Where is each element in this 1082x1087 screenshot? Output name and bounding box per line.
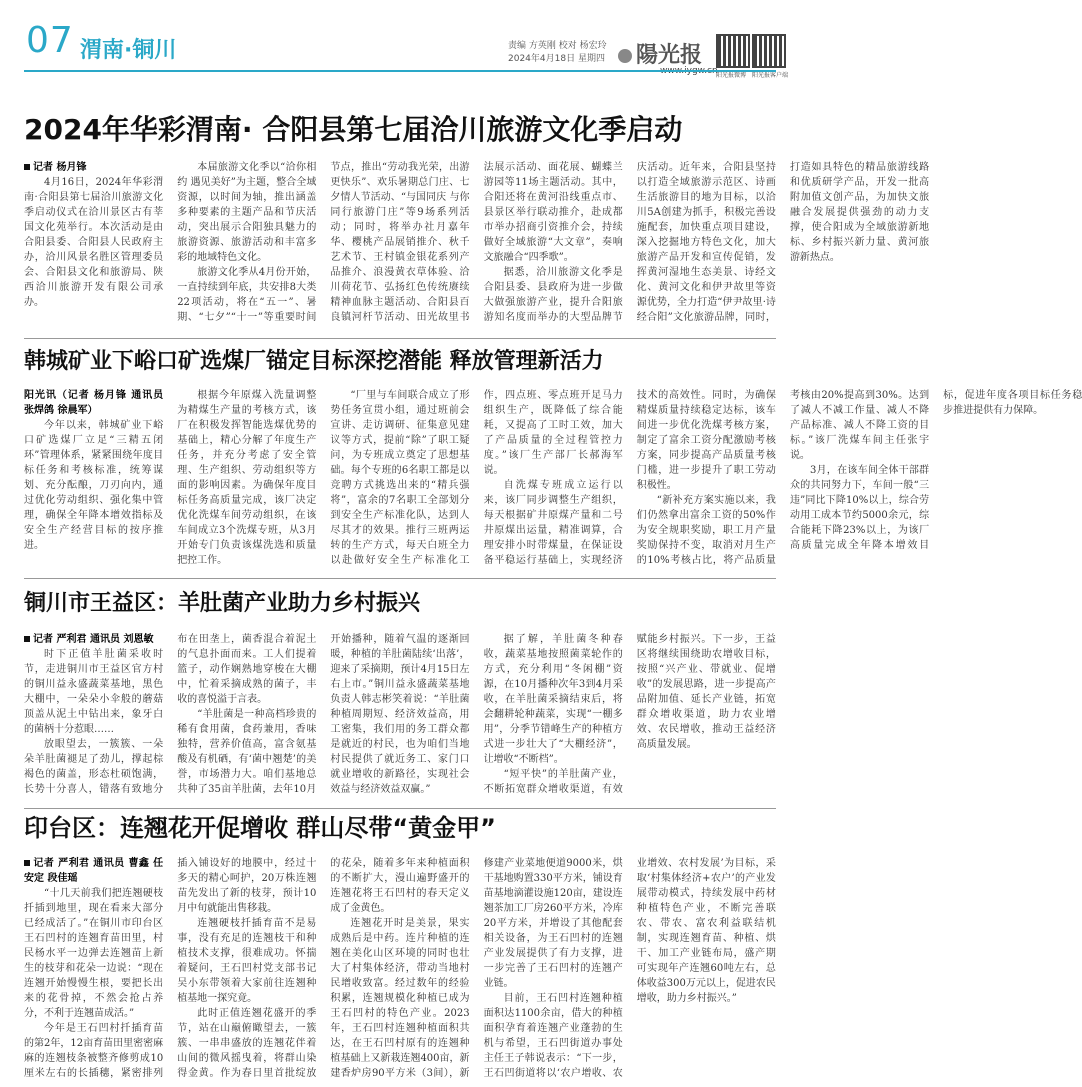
paragraph: 此时正值连翘花盛开的季节，站在山巅俯瞰望去，一簇簇、一串串盛放的连翘花伴着山间的微风摇曳着，将群山染得金黄。作为春日里首批绽放的花朵，随着多年来种植面积的不断扩大，漫山遍野盛开的连翘花将王石凹村的春天定义成了金黄色。	[177, 858, 470, 1079]
logo-text: 陽光报	[636, 42, 703, 68]
article-body	[24, 856, 776, 1082]
paragraph: 时下正值羊肚菌采收时节，走进铜川市王益区官方村的铜川益永盛蔬菜基地，黑色大棚中，一朵朵小伞般的蘑菇顶盖从泥土中钻出来，象牙白的菌柄十分惹眼……	[24, 649, 164, 735]
article-body	[24, 388, 1082, 570]
paragraph: “短平快”的羊肚菌产业，不断拓宽群众增收渠道，有效赋能乡村振兴。下一步，王益区将继续围绕助农增收目标，按照“兴产业、带就业、促增收”的发展思路，进一步提高产品附加值、延长产业链，拓宽群众增收渠道，助力农业增效、农民增收，推动王益经济高质量发展。	[483, 634, 776, 795]
article-headline: 铜川市王益区：羊肚菌产业助力乡村振兴	[24, 591, 421, 616]
edition-meta	[508, 40, 607, 66]
byline: 记者 严利君 通讯员 刘恩敏	[24, 632, 163, 647]
section-title: 渭南·铜川	[80, 38, 177, 63]
paragraph: 放眼望去，一簇簇、一朵朵羊肚菌褪足了劲儿，撑起棕褐色的菌盖，形态杜硕饱满，长势十分喜人，错落有致地分布在田垄上，菌香混合着泥土的气息扑面而来。工人们提着篮子，动作娴熟地穿梭在大棚中，忙着采摘成熟的菌子，丰收的喜悦溢于言表。	[24, 634, 317, 795]
logo-icon	[618, 49, 632, 63]
paragraph: 目前，王石凹村连翘种植面积达1100余亩，借大的种植面积孕育着连翘产业蓬勃的生机与希望，王石凹街道办事处主任王子韩说表示：“下一步，王石凹街道将以‘农户增收、农业增效、农村发展’为目标，采取‘村集体经济+农户’的产业发展带动模式，持续发展中药材种植特色产业，不断完善联农、带农、富农利益联结机制，实现连翘育苗、种植、烘干、加工产业链布局，盛产期可实现年产连翘60吨左右，总体收益300万元以上，促进农民增收，助力乡村振兴。”	[483, 858, 776, 1079]
paragraph: 连翘花开时是美景，果实成熟后是中药。连片种植的连翘在美化山区环境的同时也壮大了村集体经济，带动当地村民增收致富。经过数年的经验积累，连翘规模化种植已成为王石凹村的特色产业。2023年，王石凹村连翘种植面积共达，在王石凹村原有的连翘种植基础上又新栽连翘400亩，新建香炉房90平方米（3间），新修建产业菜地便道9000米，烘干基地购置330平方米，铺设育苗基地滴灌设施120亩，建设连翘茶加工厂房260平方米，冷库20平方米，并增设了其他配套相关设备，为王石凹村的连翘产业发展提供了有力支撑，进一步完善了王石凹村的连翘产业链。	[330, 858, 623, 1079]
qr-code-icon	[716, 34, 750, 68]
article-body	[24, 160, 930, 330]
paragraph: 自洗煤专班成立运行以来，该厂同步调整生产组织，每天根据矿井原煤产量和二号井原煤出运量，精准调算，合理安排小时带煤量，在保证设备平稳运行基础上，实现经济技术的高效性。同时，为确保精煤质量持续稳定达标，该车间进一步优化洗煤考核方案，制定了富余工资分配激励考核方案，同步提高产品质量考核门槛，进一步提升了职工劳动积极性。	[483, 390, 776, 566]
paragraph: 根据今年原煤入洗量调整为精煤生产量的考核方式，该厂在积极发挥智能选煤优势的基础上，精心分解了年度生产任务，并充分考虑了安全管理、生产组织、劳动组织等方面的影响因素。为确保年度目标任务高质量完成，该厂决定优化洗煤车间劳动组织，在该车间成立3个洗煤专班，从3月开始专门负责该煤洗选和质量把控工作。	[177, 390, 317, 566]
paragraph: 本届旅游文化季以“洽你相约 遇见美好”为主题，整合全域资源，以时间为轴，推出涵盖多种要素的主题产品和节庆活动，突出展示合阳独具魅力的旅游资源、旅游活动和丰富多彩的地域特色文化。	[177, 162, 317, 263]
article-body	[24, 632, 776, 802]
newspaper-logo	[618, 38, 702, 69]
paragraph: “羊肚菌是一种高档珍贵的稀有食用菌，食药兼用，香味独特，营养价值高，富含氨基酸及有机硒，有‘菌中翘楚’的美誉，市场潜力大。咱们基地总共种了35亩羊肚菌，去年10月开始播种，随着气温的逐渐回暖，种植的羊肚菌陆续‘出落’，迎来了采摘期，预计4月15日左右上市。”铜川益永盛蔬菜基地负责人韩志彬笑着说：“羊肚菌种植周期短、经济效益高，用工密集，我们用的务工群众都是就近的村民，也为咱们当地村民提供了就近务工、家门口就业增收的新路径，实现社会效益与经济效益双赢。”	[177, 634, 470, 795]
byline: 记者 严利君 通讯员 曹鑫 任安定 段佳瑶	[24, 858, 164, 884]
header-divider	[24, 70, 776, 72]
page-number: 07	[26, 20, 74, 61]
section-divider	[24, 338, 776, 339]
section-divider	[24, 578, 776, 579]
page-header	[0, 0, 800, 86]
byline: 阳光讯（记者 杨月锋 通讯员 张焊鸽 徐晨军）	[24, 390, 164, 416]
article-headline: 2024年华彩渭南· 合阳县第七届洽川旅游文化季启动	[24, 113, 683, 146]
paragraph: 今年以来，韩城矿业下峪口矿选煤厂立足“三精五闭环”管理体系，紧紧围绕年度目标任务和考核标准，统筹谋划、充分酝酿，刀刃向内，通过优化劳动组织、强化集中管理，确保全年降本增效指标及安全生产经营目标的按序推进。	[24, 420, 164, 551]
paragraph: 今年是王石凹村扦插育苗的第2年，12亩育苗田里密密麻麻的连翘枝条被整齐修剪成10厘米左右的长插穗，紧密排列插入铺设好的地膜中，经过十多天的精心呵护，20万株连翘苗先发出了新的枝芽，预计10月中旬就能出售移栽。	[24, 858, 317, 1079]
issue-date: 2024年4月18日 星期四	[508, 54, 605, 64]
qr-code-icon	[752, 34, 786, 68]
paragraph: “厂里与车间联合成立了形势任务宣贯小组，通过班前会宣讲、走访调研、征集意见建议等方式，提前“除”了职工疑问，为专班成立奠定了思想基础。每个专班的6名职工都是以竞聘方式挑选出来的“精兵强将”，富余的7名职工全部划分到安全生产标准化队，达到人尽其才的效果。推行三班两运转的生产方式，每天白班全力以赴做好安全生产标准化工作，四点班、零点班开足马力组织生产，既降低了综合能耗，又提高了工时工效，加大了产品质量的全过程管控力度。”该厂生产部厂长郝海军说。	[330, 390, 623, 566]
qr-label: 阳光报微博	[716, 72, 747, 79]
paragraph: 旅游文化季从4月份开始，一直持续到年底，共安排8大类22项活动，将在“五一”、暑期、“七夕”“十一”等重要时间节点，推出“劳动我光荣，出游更快乐”、欢乐暑期总门庄、七夕情人节活动、“与国同庆 与你同行旅游门庄”等9场系列活动；同时，将举办社月嘉年华、樱桃产品展销推介、秋千艺术节、王村镇金银花系列产品推介、浪漫黄衣草体验、洽川荷花节、弘扬红色传统赓续精神血脉主题活动、合阳县百良镇河杆节活动、田光故里书法展示活动、面花展、蝴蝶兰游园等11场主题活动。其中，合阳还将在黄河沿线重点市、县景区举行联动推介，赴成都市举办招商引资推介会，持续做好全域旅游“大文章”，奏响文旅融合“四季歌”。	[177, 162, 623, 323]
paragraph: 据了解，羊肚菌冬种春收，蔬菜基地按照菌菜轮作的方式，充分利用“冬闲棚”资源，在10月播种次年3到4月采收，在羊肚菌采摘结束后，将会翻耕轮种蔬菜，实现“一棚多用”，分季节错峰生产的种植方式进一步壮大了“大棚经济”，让增收“不断档”。	[483, 634, 623, 765]
paragraph: 连翘硬枝扦插育苗不是易事，没有充足的连翘枝干和种植技术支撑，很难成功。怀揣着疑问，王石凹村党支部书记吴小东带领着大家前往连翘种植基地一探究竟。	[177, 918, 317, 1004]
article-headline: 韩城矿业下峪口矿选煤厂锚定目标深挖潜能 释放管理新活力	[24, 349, 604, 374]
qr-label: 阳光报客户端	[752, 72, 789, 79]
paragraph: 4月16日，2024年华彩渭南·合阳县第七届洽川旅游文化季启动仪式在洽川景区古有莘国文化苑举行。本次活动是由合阳县委、合阳县人民政府主办，洽川风景名胜区管理委员会、合阳县文化和旅游局、陕西洽川旅游开发有限公司承办。	[24, 177, 164, 308]
paragraph: 3月，在该车间全体干部群众的共同努力下，车间一般“三违”同比下降10%以上，综合劳动用工成本节约5000余元，综合能耗下降23%以上，为该厂高质量完成全年降本增效目标，促进年度各项目标任务稳步推进提供有力保障。	[789, 390, 1082, 551]
article-headline: 印台区：连翘花开促增收 群山尽带“黄金甲”	[24, 814, 496, 842]
paragraph: 据悉，洽川旅游文化季是合阳县委、县政府为进一步做大做强旅游产业，提升合阳旅游知名度而举办的大型品牌节庆活动。近年来，合阳县坚持以打造全域旅游示范区、诗画生活旅游目的地为目标，以洽川5A创建为抓手，积极完善设施配套，加快重点项目建设，深入挖掘地方特色文化，加大旅游产品开发和宣传促销，发挥黄河湿地生态美景、诗经文化、黄河文化和伊尹故里等资源优势，全力打造“伊尹故里·诗经合阳”文化旅游品牌，同时，打造如具特色的精品旅游线路和优质研学产品，开发一批高附加值文创产品，为加快文旅融合发展提供强劲的动力支撑，使合阳成为全域旅游新地标、乡村振兴新力量、黄河旅游新热点。	[483, 162, 930, 323]
byline: 记者 杨月锋	[24, 160, 163, 175]
paragraph: “十几天前我们把连翘硬枝扦插到地里，现在看来大部分已经成活了。”在铜川市印台区王石凹村的连翘育苗田里，村民杨水平一边弹去连翘苗上新生的枝芽和花朵一边说：“现在连翘开始慢慢生根，要把长出来的花骨掉，不然会抢占养分，不利于连翘苗成活。”	[24, 888, 164, 1019]
editors: 责编 方英刚 校对 杨宏玲	[508, 41, 607, 51]
paragraph: “新补充方案实施以来，我们仍然拿出富余工资的50%作为安全规职奖励，职工月产量奖励保持不变，取消对月生产的10%考核占比，将产品质量考核由20%提高到30%。达到了减人不减工作量、减人不降产品标准、减人不降工资的目标。”该厂洗煤车间主任张宇说。	[636, 390, 930, 566]
